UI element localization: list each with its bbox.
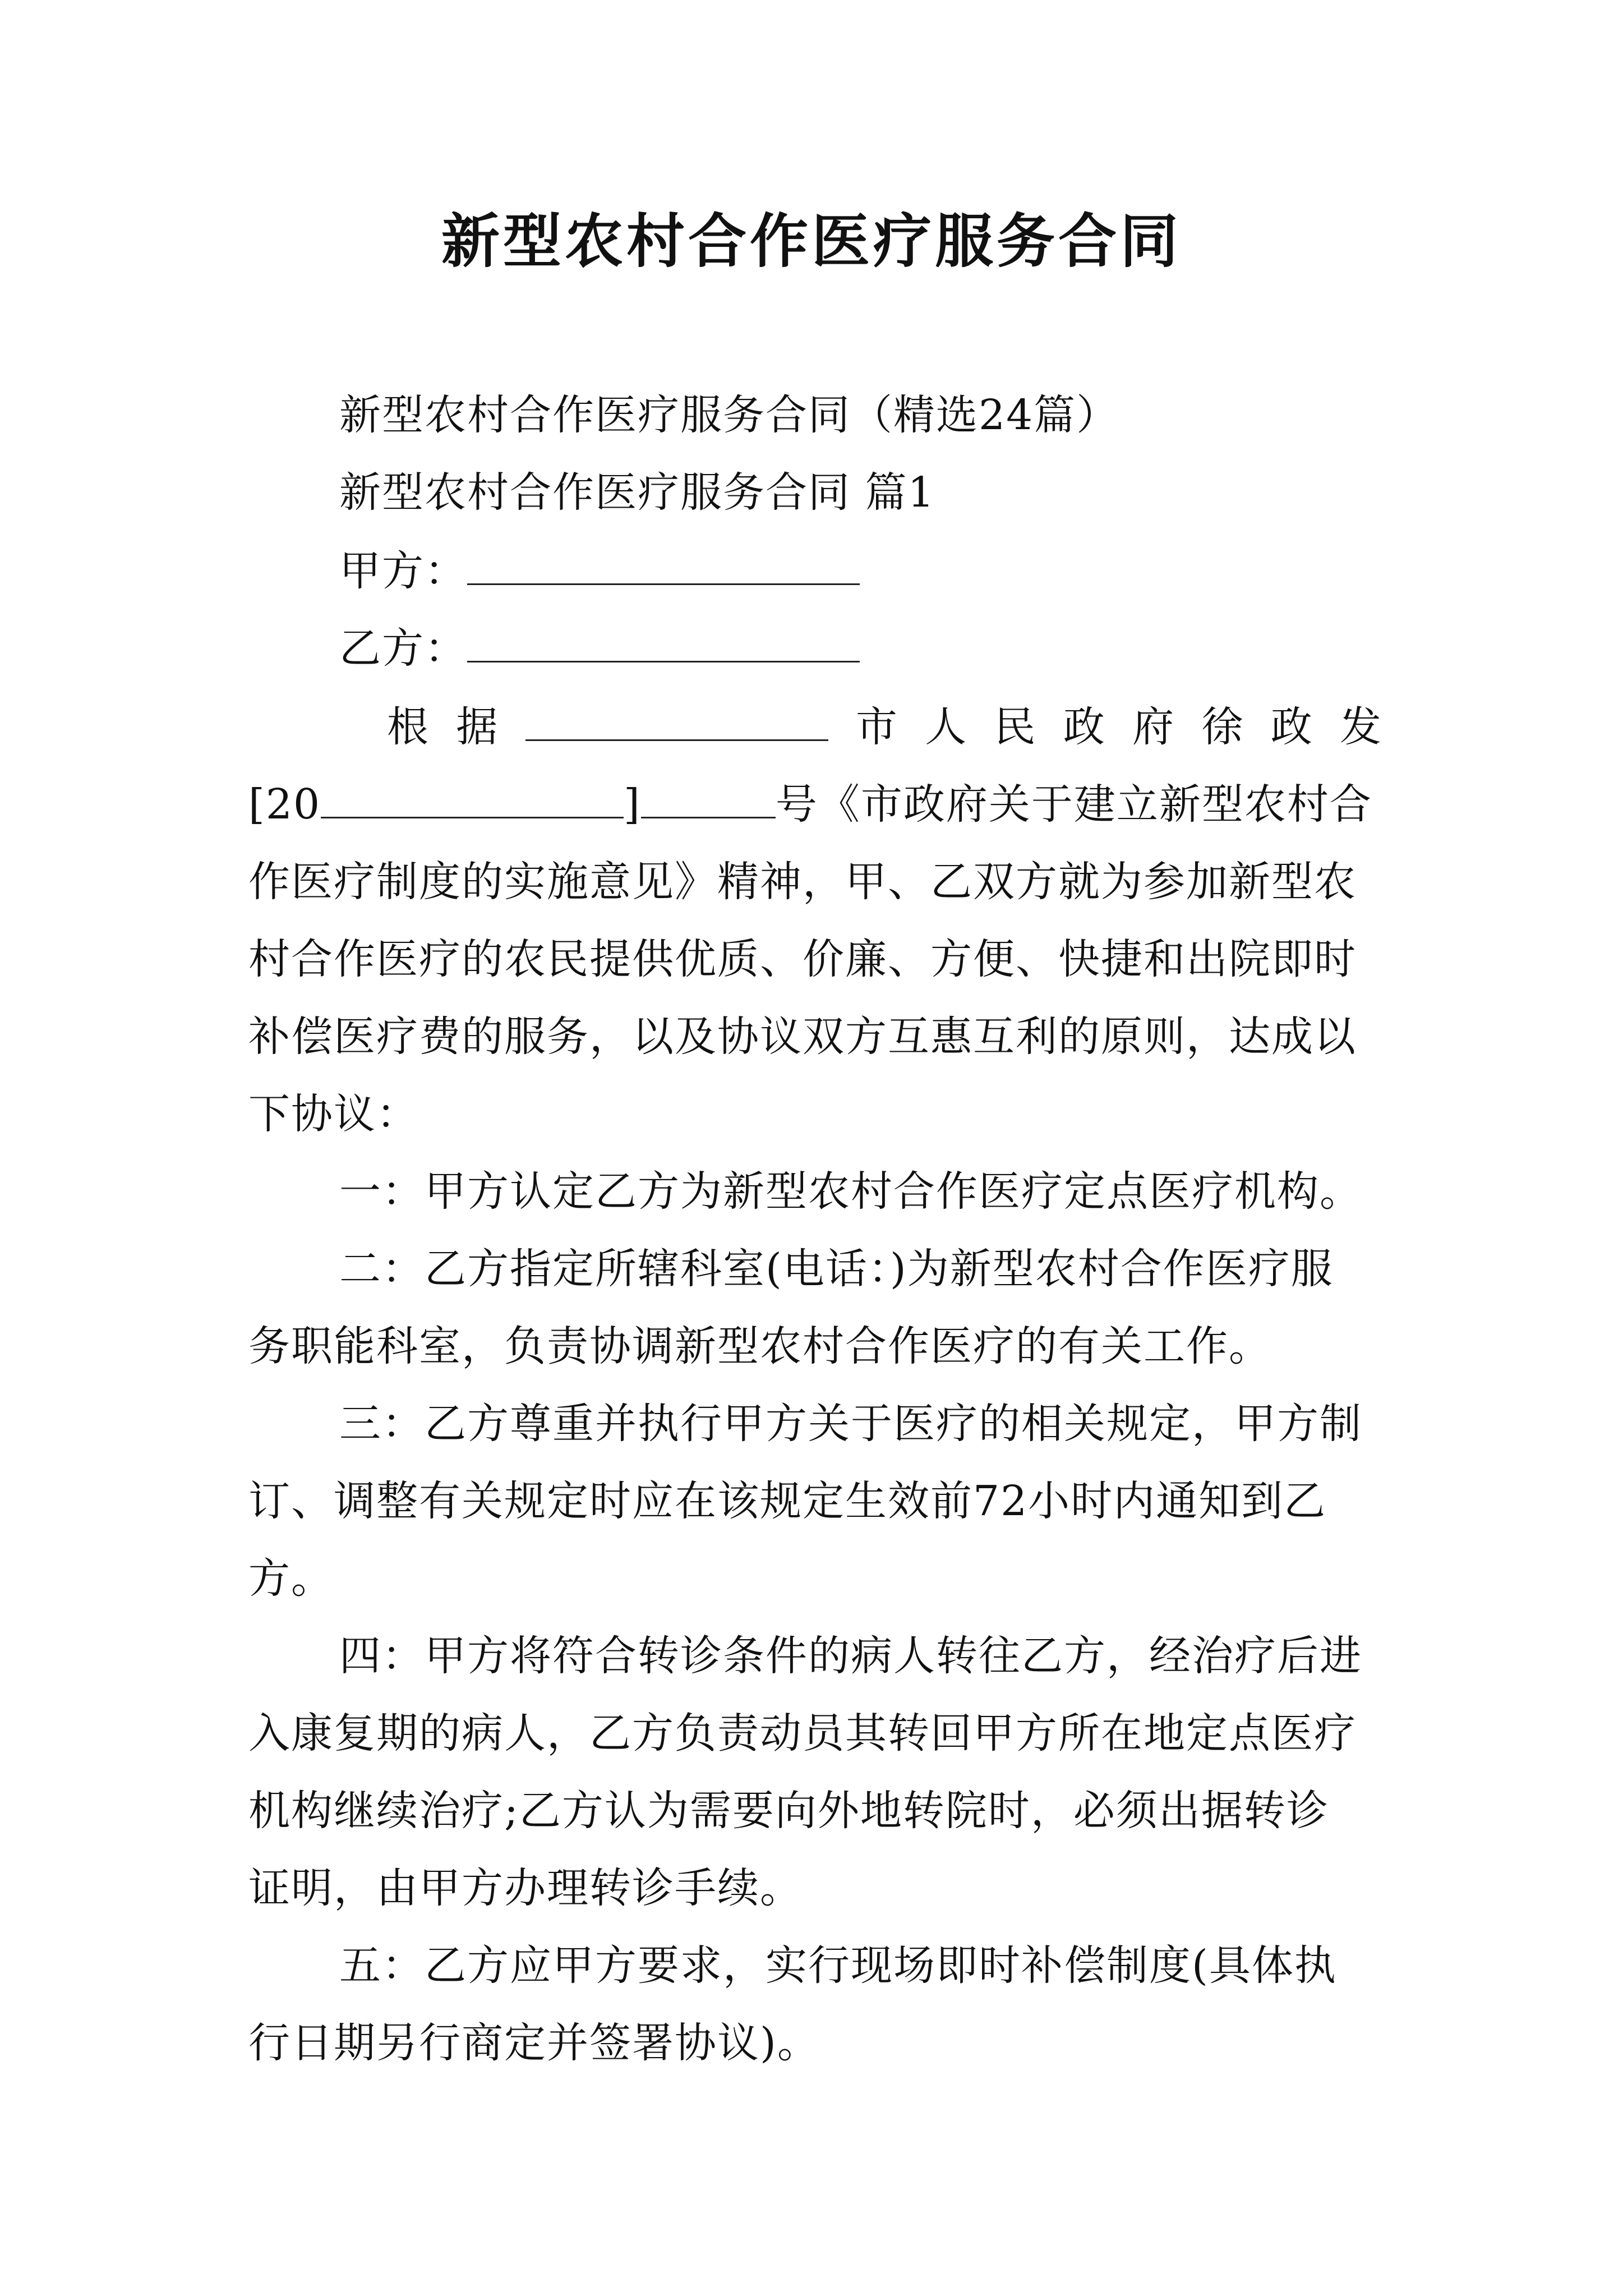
clause-5-line-2: 行日期另行商定并签署协议)。: [248, 2019, 820, 2067]
clause-2-line-1: 二：乙方指定所辖科室(电话：)为新型农村合作医疗服: [339, 1245, 1334, 1293]
doc-number-close: ]: [624, 780, 641, 829]
preamble-char: 徐: [1201, 703, 1243, 751]
preamble-line-1: [387, 699, 1381, 755]
preamble-char: 根: [387, 703, 428, 751]
clause-3-line-1: 三：乙方尊重并执行甲方关于医疗的相关规定，甲方制: [339, 1400, 1362, 1448]
preamble-char: 府: [1132, 703, 1174, 751]
preamble-line-5: 补偿医疗费的服务，以及协议双方互惠互利的原则，达成以: [248, 1013, 1357, 1061]
clause-1-line-1: 一：甲方认定乙方为新型农村合作医疗定点医疗机构。: [339, 1167, 1362, 1216]
preamble-char: 政: [1063, 703, 1105, 751]
section-heading: 新型农村合作医疗服务合同 篇1: [339, 468, 935, 517]
doc-number-open: [20: [248, 780, 321, 829]
clause-4-line-2: 入康复期的病人，乙方负责动员其转回甲方所在地定点医疗: [248, 1709, 1357, 1757]
doc-year-blank[interactable]: [321, 777, 624, 818]
preamble-line-6: 下协议：: [248, 1090, 419, 1138]
clause-2-line-2: 务职能科室，负责协调新型农村合作医疗的有关工作。: [248, 1322, 1271, 1370]
preamble-char: 政: [1270, 703, 1312, 751]
party-b-line: [339, 620, 860, 677]
preamble-char: 人: [925, 703, 967, 751]
preamble-line-4: 村合作医疗的农民提供优质、价廉、方便、快捷和出院即时: [248, 935, 1357, 983]
preamble-char: 民: [994, 703, 1036, 751]
party-b-blank[interactable]: [467, 622, 860, 662]
clause-4-line-3: 机构继续治疗;乙方认为需要向外地转院时，必须出据转诊: [248, 1787, 1329, 1835]
party-a-line: [339, 543, 860, 599]
clause-4-line-1: 四：甲方将符合转诊条件的病人转往乙方，经治疗后进: [339, 1632, 1362, 1680]
party-a-label: 甲方：: [339, 547, 467, 595]
document-title: 新型农村合作医疗服务合同: [441, 206, 1182, 275]
preamble-line-2: [248, 776, 1372, 832]
preamble-line-2-text: 号《市政府关于建立新型农村合: [775, 780, 1372, 829]
city-blank[interactable]: [525, 700, 828, 741]
clause-5-line-1: 五：乙方应甲方要求，实行现场即时补偿制度(具体执: [339, 1941, 1337, 1990]
clause-4-line-4: 证明，由甲方办理转诊手续。: [248, 1864, 803, 1912]
preamble-char: 市: [855, 703, 897, 751]
clause-3-line-3: 方。: [248, 1554, 334, 1603]
preamble-char: 发: [1339, 703, 1381, 751]
document-subtitle: 新型农村合作医疗服务合同（精选24篇）: [339, 391, 1119, 439]
party-a-blank[interactable]: [467, 544, 860, 585]
preamble-line-3: 作医疗制度的实施意见》精神，甲、乙双方就为参加新型农: [248, 858, 1357, 906]
party-b-label: 乙方：: [339, 624, 467, 673]
preamble-char: 据: [456, 703, 498, 751]
doc-number-blank[interactable]: [641, 777, 776, 818]
clause-3-line-2: 订、调整有关规定时应在该规定生效前72小时内通知到乙: [248, 1477, 1327, 1525]
